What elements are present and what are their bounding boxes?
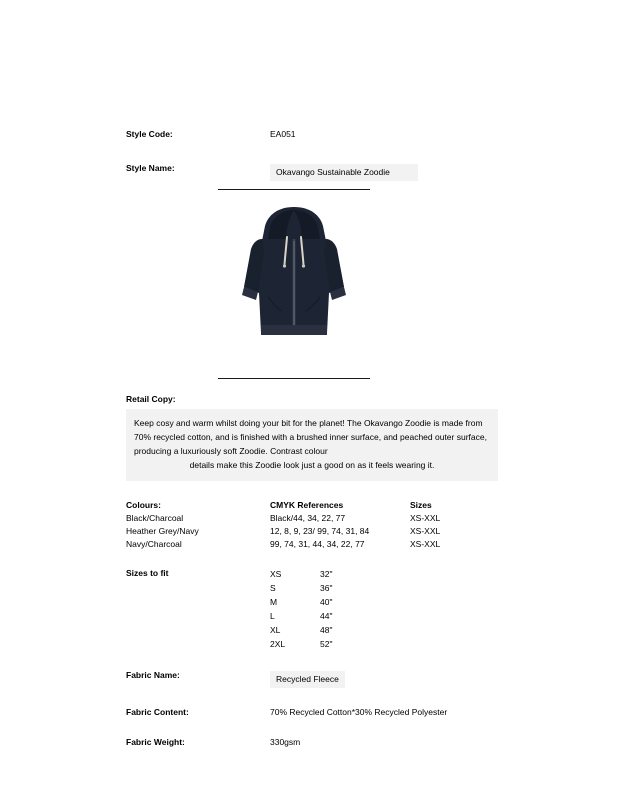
size-code: 2XL bbox=[270, 639, 286, 649]
size-measure: 32" bbox=[320, 569, 333, 579]
style-name-value: Okavango Sustainable Zoodie bbox=[270, 164, 418, 181]
sizes-to-fit-row bbox=[126, 581, 498, 595]
fabric-details bbox=[126, 669, 498, 748]
style-code-row bbox=[126, 128, 498, 140]
style-name-row bbox=[126, 162, 498, 181]
fabric-weight-value: 330gsm bbox=[270, 737, 301, 747]
retail-copy-text: Keep cosy and warm whilst doing your bit for the planet! The Okavango Zoodie is made from 70% recycled cotton, and is finished with a brushed inner surface, and peached outer surface, producing a luxuriously soft Zoodie. Contrast colour bbox=[134, 418, 487, 456]
colour-cmyk: 12, 8, 9, 23/ 99, 74, 31, 84 bbox=[270, 526, 370, 536]
sizes-header: Sizes bbox=[410, 500, 432, 510]
product-image-block bbox=[126, 189, 498, 379]
fabric-name-value: Recycled Fleece bbox=[270, 671, 345, 688]
sizes-to-fit-label: Sizes to fit bbox=[126, 568, 169, 578]
colour-sizes: XS-XXL bbox=[410, 513, 441, 523]
table-row bbox=[126, 512, 498, 525]
sizes-spacer bbox=[126, 609, 270, 623]
size-code: XS bbox=[270, 569, 282, 579]
colours-table bbox=[126, 499, 498, 551]
fabric-content-value: 70% Recycled Cotton*30% Recycled Polyester bbox=[270, 707, 448, 717]
fabric-weight-row bbox=[126, 736, 498, 748]
cmyk-header: CMYK References bbox=[270, 500, 344, 510]
sizes-spacer bbox=[126, 581, 270, 595]
fabric-content-label: Fabric Content: bbox=[126, 707, 189, 717]
style-code-value: EA051 bbox=[270, 129, 296, 139]
colour-sizes: XS-XXL bbox=[410, 539, 441, 549]
colour-cmyk: Black/44, 34, 22, 77 bbox=[270, 513, 346, 523]
style-code-label: Style Code: bbox=[126, 129, 173, 139]
colour-sizes: XS-XXL bbox=[410, 526, 441, 536]
sizes-spacer bbox=[126, 637, 270, 651]
image-rule-top bbox=[218, 189, 370, 190]
size-measure: 44" bbox=[320, 611, 333, 621]
style-name-value-wrap bbox=[270, 162, 498, 181]
sizes-to-fit-row bbox=[126, 567, 498, 581]
size-measure: 48" bbox=[320, 625, 333, 635]
fabric-name-value-wrap bbox=[270, 669, 498, 688]
sizes-spacer bbox=[126, 623, 270, 637]
table-row bbox=[126, 538, 498, 551]
sizes-spacer bbox=[126, 595, 270, 609]
fabric-name-label: Fabric Name: bbox=[126, 670, 180, 680]
fabric-content-row bbox=[126, 706, 498, 718]
colour-name: Black/Charcoal bbox=[126, 513, 184, 523]
size-code: XL bbox=[270, 625, 281, 635]
colour-cmyk: 99, 74, 31, 44, 34, 22, 77 bbox=[270, 539, 365, 549]
size-measure: 52" bbox=[320, 639, 333, 649]
size-measure: 40" bbox=[320, 597, 333, 607]
colour-name: Heather Grey/Navy bbox=[126, 526, 199, 536]
sizes-to-fit-row bbox=[126, 623, 498, 637]
size-code: S bbox=[270, 583, 276, 593]
retail-copy-box bbox=[126, 409, 498, 481]
table-row bbox=[126, 525, 498, 538]
sizes-to-fit-row bbox=[126, 637, 498, 651]
colours-table-header bbox=[126, 499, 498, 512]
colours-header: Colours: bbox=[126, 500, 161, 510]
style-name-label: Style Name: bbox=[126, 163, 175, 173]
fabric-weight-label: Fabric Weight: bbox=[126, 737, 185, 747]
size-code: M bbox=[270, 597, 278, 607]
retail-copy-last-line: details make this Zoodie look just a good on as it feels wearing it. bbox=[189, 460, 435, 470]
image-rule-bottom bbox=[218, 378, 370, 379]
colour-name: Navy/Charcoal bbox=[126, 539, 182, 549]
spec-sheet bbox=[126, 128, 498, 766]
sizes-to-fit-row bbox=[126, 595, 498, 609]
fabric-name-row bbox=[126, 669, 498, 688]
retail-copy-label: Retail Copy: bbox=[126, 394, 176, 404]
sizes-to-fit-row bbox=[126, 609, 498, 623]
sizes-to-fit-table bbox=[126, 567, 498, 651]
size-code: L bbox=[270, 611, 275, 621]
size-measure: 36" bbox=[320, 583, 333, 593]
hoodie-product-image bbox=[234, 201, 354, 365]
